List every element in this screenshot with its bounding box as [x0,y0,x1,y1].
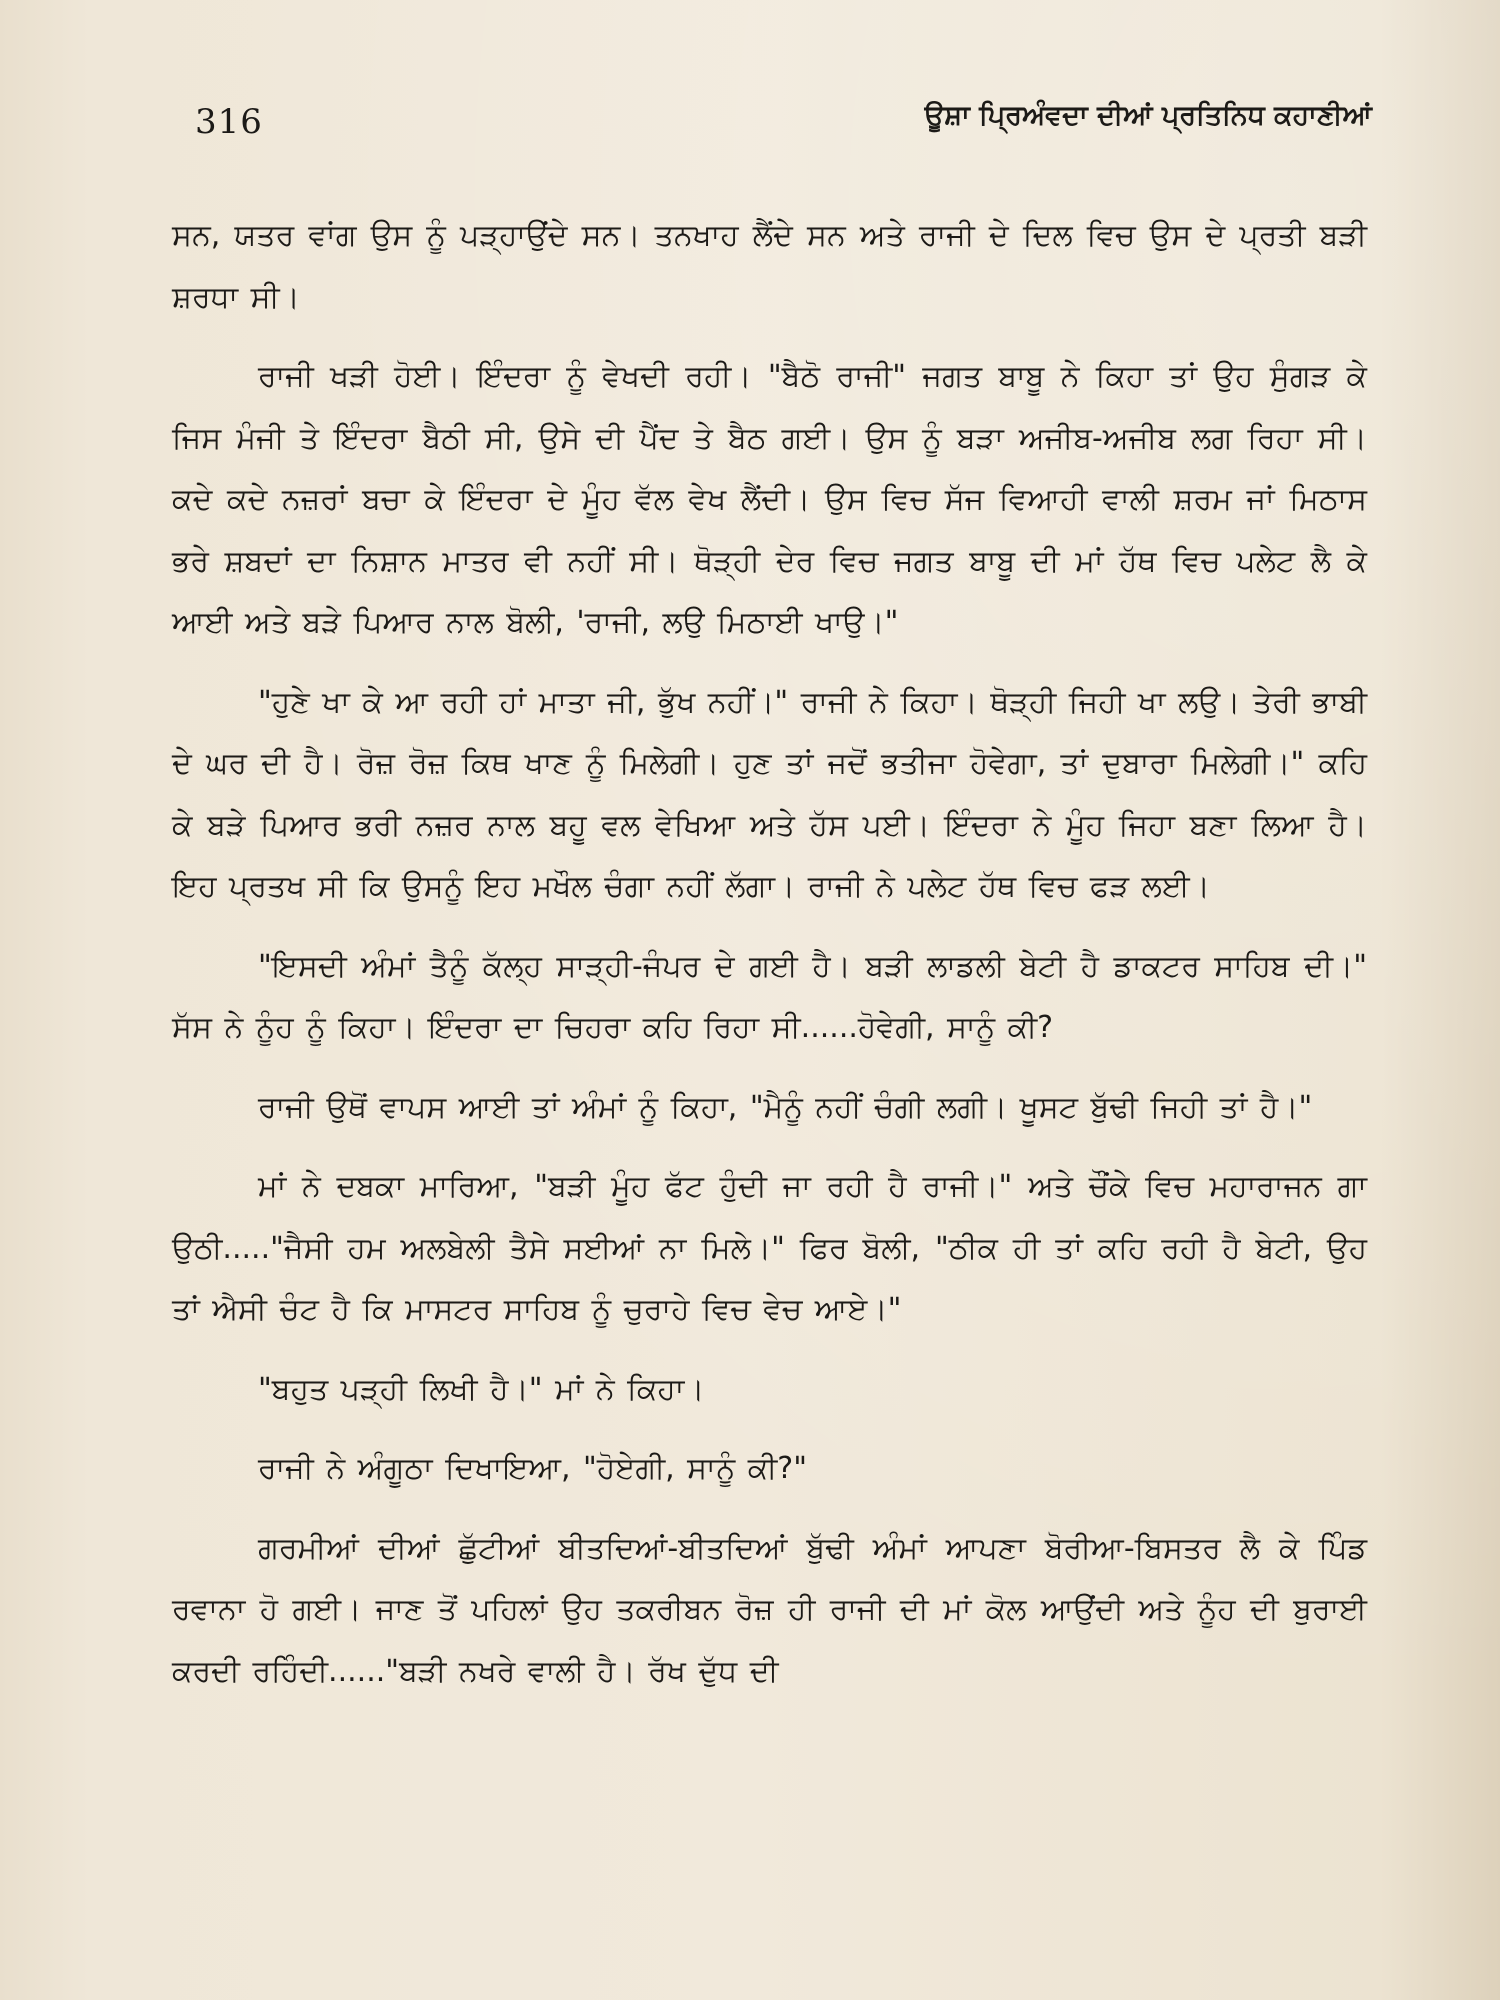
running-title: ਊਸ਼ਾ ਪ੍ਰਿਅੰਵਦਾ ਦੀਆਂ ਪ੍ਰਤਿਨਿਧ ਕਹਾਣੀਆਂ [924,100,1372,131]
body-text [172,205,1367,1720]
paragraph-1: ਸਨ, ਯਤਰ ਵਾਂਗ ਉਸ ਨੂੰ ਪੜ੍ਹਾਉਂਦੇ ਸਨ। ਤਨਖਾਹ ਲੈਂਦੇ ਸਨ ਅਤੇ ਰਾਜੀ ਦੇ ਦਿਲ ਵਿਚ ਉਸ ਦੇ ਪ੍ਰਤੀ ਬੜੀ ਸ਼ਰਧਾ ਸੀ। [172,218,1367,315]
paragraph-3: "ਹੁਣੇ ਖਾ ਕੇ ਆ ਰਹੀ ਹਾਂ ਮਾਤਾ ਜੀ, ਭੁੱਖ ਨਹੀਂ।" ਰਾਜੀ ਨੇ ਕਿਹਾ। ਥੋੜ੍ਹੀ ਜਿਹੀ ਖਾ ਲਉ। ਤੇਰੀ ਭਾਬੀ ਦੇ ਘਰ ਦੀ ਹੈ। ਰੋਜ਼ ਰੋਜ਼ ਕਿਥ ਖਾਣ ਨੂੰ ਮਿਲੇਗੀ। ਹੁਣ ਤਾਂ ਜਦੋਂ ਭਤੀਜਾ ਹੋਵੇਗਾ, ਤਾਂ ਦੁਬਾਰਾ ਮਿਲੇਗੀ।" ਕਹਿ ਕੇ ਬੜੇ ਪਿਆਰ ਭਰੀ ਨਜ਼ਰ ਨਾਲ ਬਹੂ ਵਲ ਵੇਖਿਆ ਅਤੇ ਹੱਸ ਪਈ। ਇੰਦਰਾ ਨੇ ਮੂੰਹ ਜਿਹਾ ਬਣਾ ਲਿਆ ਹੈ। ਇਹ ਪ੍ਰਤਖ ਸੀ ਕਿ ਉਸਨੂੰ ਇਹ ਮਖੌਲ ਚੰਗਾ ਨਹੀਂ ਲੱਗਾ। ਰਾਜੀ ਨੇ ਪਲੇਟ ਹੱਥ ਵਿਚ ਫੜ ਲਈ। [172,684,1367,904]
paragraph-4: "ਇਸਦੀ ਅੰਮਾਂ ਤੈਨੂੰ ਕੱਲ੍ਹ ਸਾੜ੍ਹੀ-ਜੰਪਰ ਦੇ ਗਈ ਹੈ। ਬੜੀ ਲਾਡਲੀ ਬੇਟੀ ਹੈ ਡਾਕਟਰ ਸਾਹਿਬ ਦੀ।" ਸੱਸ ਨੇ ਨੂੰਹ ਨੂੰ ਕਿਹਾ। ਇੰਦਰਾ ਦਾ ਚਿਹਰਾ ਕਹਿ ਰਿਹਾ ਸੀ......ਹੋਵੇਗੀ, ਸਾਨੂੰ ਕੀ? [172,948,1367,1045]
paragraph-8: ਰਾਜੀ ਨੇ ਅੰਗੂਠਾ ਦਿਖਾਇਆ, "ਹੋਏਗੀ, ਸਾਨੂੰ ਕੀ?" [258,1451,807,1486]
paragraph-5: ਰਾਜੀ ਉਥੋਂ ਵਾਪਸ ਆਈ ਤਾਂ ਅੰਮਾਂ ਨੂੰ ਕਿਹਾ, "ਮੈਨੂੰ ਨਹੀਂ ਚੰਗੀ ਲਗੀ। ਖੂਸਟ ਬੁੱਢੀ ਜਿਹੀ ਤਾਂ ਹੈ।" [258,1089,1313,1125]
paragraph-9: ਗਰਮੀਆਂ ਦੀਆਂ ਛੁੱਟੀਆਂ ਬੀਤਦਿਆਂ-ਬੀਤਦਿਆਂ ਬੁੱਢੀ ਅੰਮਾਂ ਆਪਣਾ ਬੋਰੀਆ-ਬਿਸਤਰ ਲੈ ਕੇ ਪਿੰਡ ਰਵਾਨਾ ਹੋ ਗਈ। ਜਾਣ ਤੋਂ ਪਹਿਲਾਂ ਉਹ ਤਕਰੀਬਨ ਰੋਜ਼ ਹੀ ਰਾਜੀ ਦੀ ਮਾਂ ਕੋਲ ਆਉਂਦੀ ਅਤੇ ਨੂੰਹ ਦੀ ਬੁਰਾਈ ਕਰਦੀ ਰਹਿੰਦੀ......"ਬੜੀ ਨਖਰੇ ਵਾਲੀ ਹੈ। ਰੱਖ ਦੁੱਧ ਦੀ [172,1530,1367,1689]
page-number: 316 [195,102,263,142]
page-header [195,96,1372,156]
paragraph-7: "ਬਹੁਤ ਪੜ੍ਹੀ ਲਿਖੀ ਹੈ।" ਮਾਂ ਨੇ ਕਿਹਾ। [258,1371,705,1407]
paragraph-2: ਰਾਜੀ ਖੜੀ ਹੋਈ। ਇੰਦਰਾ ਨੂੰ ਵੇਖਦੀ ਰਹੀ। "ਬੈਠੋ ਰਾਜੀ" ਜਗਤ ਬਾਬੂ ਨੇ ਕਿਹਾ ਤਾਂ ਉਹ ਸੁੰਗੜ ਕੇ ਜਿਸ ਮੰਜੀ ਤੇ ਇੰਦਰਾ ਬੈਠੀ ਸੀ, ਉਸੇ ਦੀ ਪੈਂਦ ਤੇ ਬੈਠ ਗਈ। ਉਸ ਨੂੰ ਬੜਾ ਅਜੀਬ-ਅਜੀਬ ਲਗ ਰਿਹਾ ਸੀ। ਕਦੇ ਕਦੇ ਨਜ਼ਰਾਂ ਬਚਾ ਕੇ ਇੰਦਰਾ ਦੇ ਮੂੰਹ ਵੱਲ ਵੇਖ ਲੈਂਦੀ। ਉਸ ਵਿਚ ਸੱਜ ਵਿਆਹੀ ਵਾਲੀ ਸ਼ਰਮ ਜਾਂ ਮਿਠਾਸ ਭਰੇ ਸ਼ਬਦਾਂ ਦਾ ਨਿਸ਼ਾਨ ਮਾਤਰ ਵੀ ਨਹੀਂ ਸੀ। ਥੋੜ੍ਹੀ ਦੇਰ ਵਿਚ ਜਗਤ ਬਾਬੂ ਦੀ ਮਾਂ ਹੱਥ ਵਿਚ ਪਲੇਟ ਲੈ ਕੇ ਆਈ ਅਤੇ ਬੜੇ ਪਿਆਰ ਨਾਲ ਬੋਲੀ, 'ਰਾਜੀ, ਲਉ ਮਿਠਾਈ ਖਾਉ।" [172,359,1367,640]
paragraph-6: ਮਾਂ ਨੇ ਦਬਕਾ ਮਾਰਿਆ, "ਬੜੀ ਮੂੰਹ ਫੱਟ ਹੁੰਦੀ ਜਾ ਰਹੀ ਹੈ ਰਾਜੀ।" ਅਤੇ ਚੌਂਕੇ ਵਿਚ ਮਹਾਰਾਜਨ ਗਾ ਉਠੀ....."ਜੈਸੀ ਹਮ ਅਲਬੇਲੀ ਤੈਸੇ ਸਈਆਂ ਨਾ ਮਿਲੇ।" ਫਿਰ ਬੋਲੀ, "ਠੀਕ ਹੀ ਤਾਂ ਕਹਿ ਰਹੀ ਹੈ ਬੇਟੀ, ਉਹ ਤਾਂ ਐਸੀ ਚੰਟ ਹੈ ਕਿ ਮਾਸਟਰ ਸਾਹਿਬ ਨੂੰ ਚੁਰਾਹੇ ਵਿਚ ਵੇਚ ਆਏ।" [172,1169,1367,1327]
